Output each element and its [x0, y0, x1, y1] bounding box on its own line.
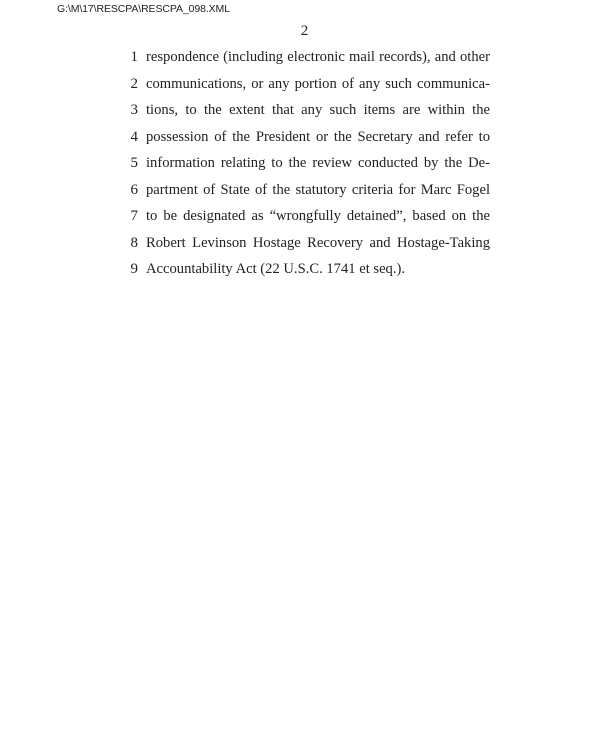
line-number: 3: [130, 102, 138, 118]
line-text: to be designated as “wrongfully detained”, based on the: [146, 208, 490, 224]
text-line: [0, 44, 609, 70]
line-text: tions, to the extent that any such items are within the: [146, 102, 490, 118]
line-number: 1: [130, 49, 138, 65]
text-line: [0, 177, 609, 203]
line-number: 6: [130, 181, 138, 198]
line-number: 9: [130, 261, 138, 277]
text-line: [0, 150, 609, 176]
line-number: 4: [130, 128, 138, 145]
line-text: possession of the President or the Secretary and refer to: [146, 128, 490, 145]
file-path-header: G:\M\17\RESCPA\RESCPA_098.XML: [57, 3, 230, 15]
text-line: [0, 124, 609, 150]
text-line: [0, 230, 609, 256]
line-text: respondence (including electronic mail records), and other: [146, 49, 490, 65]
text-line: [0, 97, 609, 123]
line-text: partment of State of the statutory criteria for Marc Fogel: [146, 181, 490, 198]
line-number: 8: [130, 234, 138, 251]
line-number: 7: [130, 208, 138, 224]
page-number: 2: [300, 23, 309, 39]
line-text: communications, or any portion of any such communica-: [146, 75, 490, 92]
line-text: Robert Levinson Hostage Recovery and Hostage-Taking: [146, 234, 490, 251]
text-line: [0, 256, 609, 282]
line-text: information relating to the review conducted by the De-: [146, 155, 490, 171]
line-number: 5: [130, 155, 138, 171]
line-number: 2: [130, 75, 138, 92]
text-line: [0, 203, 609, 229]
text-line: [0, 71, 609, 97]
line-text: Accountability Act (22 U.S.C. 1741 et seq.).: [146, 261, 406, 277]
